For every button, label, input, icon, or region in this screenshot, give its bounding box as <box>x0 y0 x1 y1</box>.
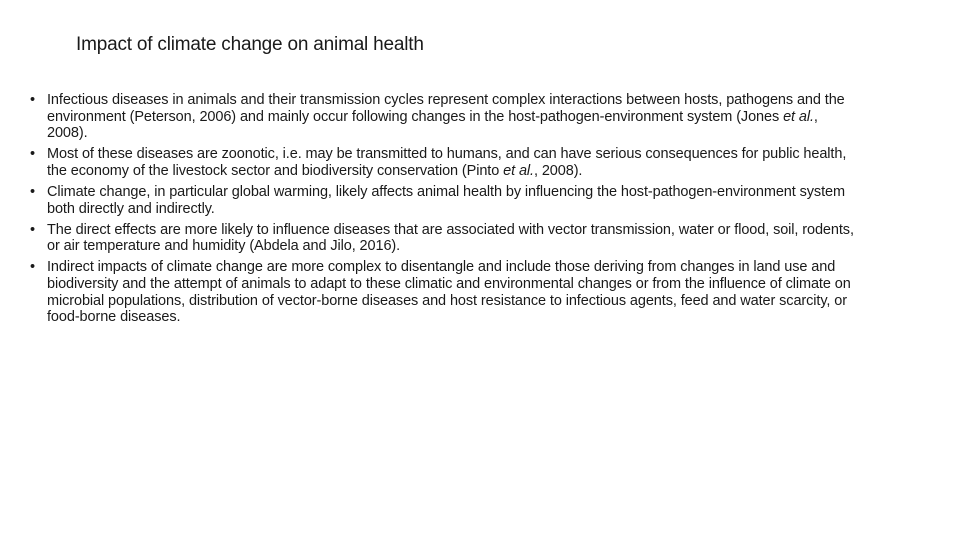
slide-title: Impact of climate change on animal health <box>76 34 424 55</box>
bullet-dot-icon: • <box>30 92 35 108</box>
bullet-text <box>47 222 854 255</box>
bullet-dot-icon: • <box>30 259 35 276</box>
bullet-dot-icon: • <box>30 146 35 163</box>
bullet-item <box>30 184 860 217</box>
bullet-list <box>30 92 860 330</box>
bullet-text-segment: Most of these diseases are zoonotic, i.e. may be transmitted to humans, and can have serious consequences for public health, the economy of the livestock sector and biodiversity conservation (Pinto <box>47 146 847 179</box>
bullet-text <box>47 146 846 179</box>
bullet-text-segment: , 2008). <box>533 162 583 179</box>
bullet-text-italic: et al. <box>503 162 534 179</box>
bullet-text-segment: Climate change, in particular global warming, likely affects animal health by influencing the host-pathogen-environment system both directly and indirectly. <box>47 183 845 217</box>
bullet-item <box>30 222 860 255</box>
bullet-dot-icon: • <box>30 221 35 238</box>
bullet-text-segment: Indirect impacts of climate change are more complex to disentangle and include those deriving from changes in land use and biodiversity and the attempt of animals to adapt to these climatic and environmental changes or from the influence of climate on microbial populations, distribution of vector-borne diseases and host resistance to infectious agents, feed and water scarcity, or food-borne diseases. <box>47 259 851 326</box>
bullet-item <box>30 146 860 179</box>
bullet-dot-icon: • <box>30 183 35 200</box>
bullet-text <box>47 259 851 325</box>
bullet-text-italic: et al. <box>783 108 814 125</box>
bullet-text <box>47 184 845 217</box>
bullet-text <box>47 92 845 141</box>
bullet-text-segment: Infectious diseases in animals and their transmission cycles represent complex interactions between hosts, pathogens and the environment (Peterson, 2006) and mainly occur following changes in the host-pathogen-environment system (Jones <box>47 92 845 125</box>
bullet-text-segment: The direct effects are more likely to influence diseases that are associated with vector transmission, water or flood, soil, rodents, or air temperature and humidity (Abdela and Jilo, 2016). <box>47 221 854 255</box>
bullet-text-segment: , 2008). <box>47 108 818 142</box>
bullet-item <box>30 259 860 325</box>
bullet-item <box>30 92 860 142</box>
